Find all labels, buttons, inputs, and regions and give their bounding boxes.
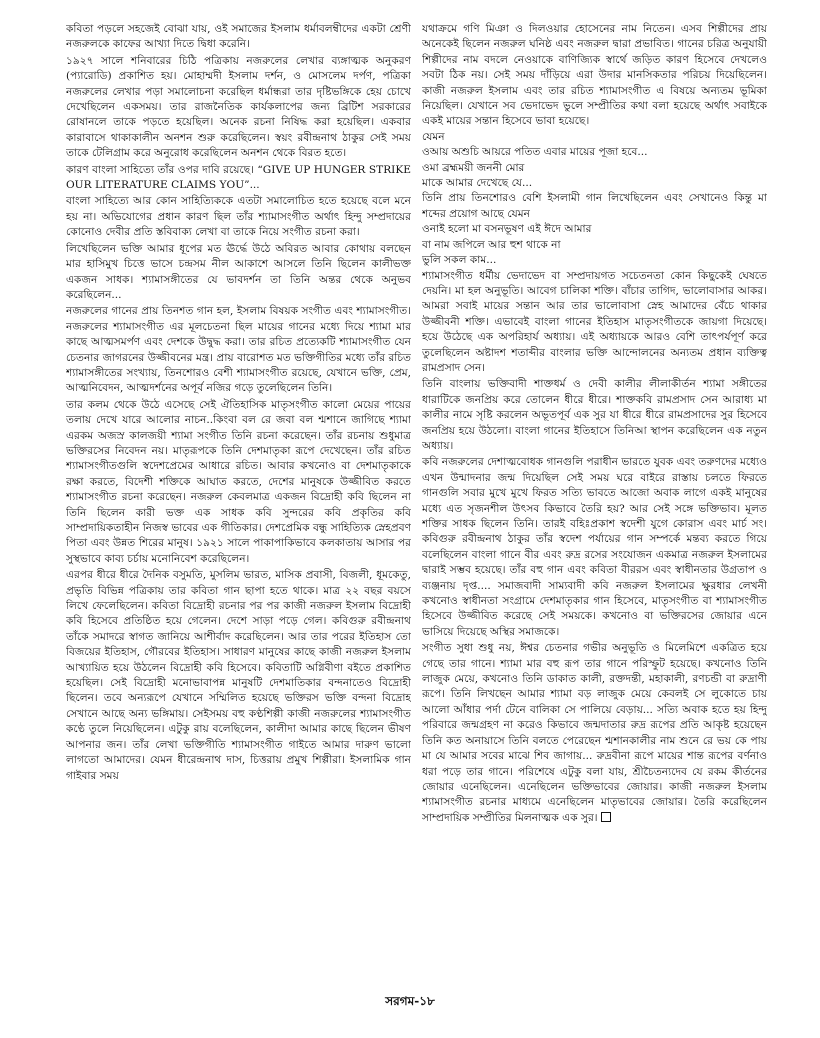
paragraph: লিখেছিলেন ভক্তি আমার ধূপের মত ঊর্দ্ধে উঠে অবিরত আবার কোথায় বলছেন মার হাসিমুখ চিত্তে ভাসে চন্দ্রসম নীল আকাশে আসলে তিনি ছিলেন কালীভক্ত একজন সাধক। শ্যামাসঙ্গীতের যে ভাবদর্শন তা তিনি অন্তর থেকে অনুভব করেছিলেন... xyxy=(66,242,411,301)
left-column xyxy=(66,22,411,952)
paragraph: কবিতা পড়লে সহজেই বোঝা যায়, ওই সমাজের ইসলাম ধর্মাবলম্বীদের একটা শ্রেণী নজরুলকে কাফের আখ্যা দিতে দ্বিধা করেনি। xyxy=(66,23,411,51)
right-column xyxy=(422,22,767,952)
paragraph xyxy=(422,641,767,826)
page-number: সরগম-১৮ xyxy=(385,994,435,1008)
paragraph: ১৯২৭ সালে শনিবারের চিঠি পত্রিকায় নজরুলের লেখার ব্যঙ্গাত্মক অনুকরণ (প্যারোডি) প্রকাশিত হয়। মোহাম্মদী ইসলাম দর্শন, ও মোসলেম দর্পণ, পত্রিকা নজরুলের লেখার পড়া সমালোচনা করেছিল ধর্মান্ধরা তার দৃষ্টিভঙ্গিকে হেয় চোখে দেখেছিলেন একসময়। তার রাজনৈতিক কার্যকলাপের জন্য ব্রিটিশ সরকারের রোষানলে তাকে পড়তে হয়েছিল। অনেক রচনা নিষিদ্ধ করা হয়েছিল। একবার কারাবাসে থাকাকালীন অনশন শুরু করেছিলেন। স্বয়ং রবীন্দ্রনাথ ঠাকুর সেই সময় তাকে টেলিগ্রাম করে অনুরোধ করেছিলেন অনশন থেকে বিরত হতে। xyxy=(66,54,411,160)
paragraph: নজরুলের গানের প্রায় তিনশত গান হল, ইসলাম বিষয়ক সংগীত এবং শ্যামাসংগীত। নজরুলের শ্যামাসংগীত এর মূলচেতনা ছিল মায়ের গানের মধ্যে দিয়ে শ্যামা মার কাছে আত্মসমর্পণ এবং দেশকে উদ্বুদ্ধ করা। তার রচিত প্রত্যেকটি শ্যামাসংগীত যেন চেতনার জাগরনের উজ্জীবনের মন্ত্র। প্রায় বারোশত মত ভক্তিগীতির মধ্যে তাঁর রচিত শ্যামাসঙ্গীতের সংখ্যায়, তিনশোরও বেশী শ্যামাসংগীত রয়েছে, যেখানে ভক্তি, প্রেম, আত্মনিবেদন, আত্মদর্শনের অপূর্ব নজির গড়ে তুলেছিলেন তিনি। xyxy=(66,305,411,395)
paragraph: বাংলা সাহিত্যে আর কোন সাহিত্যিককে এতটা সমালোচিত হতে হয়েছে বলে মনে হয় না। অভিযোগের প্রধান কারণ ছিল তাঁর শ্যামাসংগীত অর্থাৎ হিন্দু সম্প্রদায়ের কোনোও দেবীর প্রতি স্তবিবাক্য লেখা বা তাকে নিয়ে সংগীত রচনা করা। xyxy=(66,195,411,239)
song-line: যেমন xyxy=(422,130,445,143)
song-line: ওনাই হলো মা বসনভূষণ এই ঈদে আমার xyxy=(422,223,592,236)
song-quote-block xyxy=(422,130,767,192)
paragraph: কবি নজরুলের দেশাত্মবোধক গানগুলি পরাধীন ভারতে যুবক এবং তরুণদের মধ্যেও এখন উন্মাদনার জন্ম দিয়েছিল সেই সময় ঘরে বাইরে রাস্তায় চলতে ফিরতে গানগুলি সবার মুখে মুখে ফিরত সত্যি ভাবতে আজো অবাক লাগে একই মানুষের মধ্যে এত সৃজনশীল উৎসব কিভাবে তৈরি হয়? আর সেই সঙ্গে ভক্তিভাব। মূলত শক্তির সাধক ছিলেন তিনি। তারই বহিঃপ্রকাশ স্বদেশী যুগে কোরাস এবং মার্চ সং। কবিগুরু রবীন্দ্রনাথ ঠাকুর তাঁর স্বদেশ পর্যায়ের গান সম্পর্কে মন্তব্য করতে গিয়ে বলেছিলেন বাংলা গানে বীর এবং রুদ্র রসের সংযোজন একমাত্র নজরুল ইসলামের দ্বারাই সম্ভব হয়েছে। তাঁর বহু গান এবং কবিতা বীররস এবং স্বাধীনতার উগ্রতাপ ও ব্যঞ্জনায় দৃপ্ত.... সমাজবাদী সাম্যবাদী কবি নজরুল ইসলামের ক্ষুরধার লেখনী কখনোও স্বাধীনতা সংগ্রামে দেশমাতৃকার গান হিসেবে, মাতৃসংগীত বা শ্যামাসংগীত হিসেবে উজ্জীবিত করেছে সেই সময়কে। কখনোও বা ভক্তিরসের জোয়ার এনে ভাসিয়ে দিয়েছে অস্থির সমাজকে। xyxy=(422,456,767,638)
song-line: মাকে আমার দেখেছে যে... xyxy=(422,177,533,190)
paragraph: কারণ বাংলা সাহিত্যে তাঁর ওপর দাবি রয়েছে। “GIVE UP HUNGER STRIKE OUR LITERATURE CLAIMS YOU”... xyxy=(66,163,411,192)
paragraph: তিনি বাংলায় ভক্তিবাদী শাক্তধর্ম ও দেবী কালীর লীলাকীর্তন শ্যামা সঙ্গীতের ধারাটিকে জনপ্রিয় করে তোলেন ধীরে ধীরে। শাক্তকবি রামপ্রসাদ সেন আরাধ্য মা কালীর নামে সৃষ্টি করলেন অভূতপূর্ব এক সুর যা ধীরে ধীরে রামপ্রসাদের সুর হিসেবে জনপ্রিয় হয়ে উঠলো। বাংলা গানের ইতিহাসে তিনিআ স্থাপন করেছিলেন এক নতুন অধ্যায়। xyxy=(422,378,767,452)
song-quote-block xyxy=(422,222,767,268)
song-line: বা নাম জপিলে আর হুশ থাকে না xyxy=(422,238,561,251)
paragraph: শ্যামাসংগীত ধর্মীয় ভেদাভেদ বা সম্প্রদায়গত সচেতনতা কোন কিছুকেই ঘেষতে দেয়নি। মা হল অনুভূতি। আবেগ চালিকা শক্তি। বাঁচার তাগিদ, ভালোবাসার আকর। আমরা সবাই মায়ের সন্তান আর তার ভালোবাসা স্নেহ আমাদের বেঁচে থাকার উজ্জীবনী শক্তি। এভাবেই বাংলা গানের ইতিহাস মাতৃসংগীতকে জায়গা দিয়েছে। হয়ে উঠেছে এক অপরিহার্য অধ্যায়। এই অধ্যায়কে আরও বেশি তাৎপর্যপূর্ণ করে তুলেছিলেন অষ্টাদশ শতাব্দীর বাংলার ভক্তি আন্দোলনের অন্যতম প্রধান ব্যক্তিত্ব রামপ্রসাদ সেন। xyxy=(422,269,767,374)
song-line: ভুলি সকল কাম... xyxy=(422,254,497,267)
paragraph: এরপর ধীরে ধীরে দৈনিক বসুমতি, মুসলিম ভারত, মাসিক প্রবাসী, বিজলী, ধূমকেতু, প্রভৃতি বিভিন্ন পত্রিকায় তার কবিতা গান ছাপা হতে থাকে। মাত্র ২২ বছর বয়সে লিখে ফেলেছিলেন। কবিতা বিদ্রোহী রচনার পর পর কাজী নজরুল ইসলাম বিদ্রোহী কবি হিসেবে প্রতিষ্ঠিত হয়ে গেলেন। দেশে সাড়া পড়ে গেল। কবিগুরু রবীন্দ্রনাথ তাঁকে সমাদরে স্বাগত জানিয়ে আশীর্বাদ করেছিলেন। আর তার পরের ইতিহাস তো বিজয়ের ইতিহাস, গৌরবের ইতিহাস। সাধারণ মানুষের কাছে কাজী নজরুল ইসলাম আখ্যায়িত হয়ে উঠলেন বিদ্রোহী কবি হিসেবে। কবিতাটি অগ্নিবীণা বইতে প্রকাশিত হয়েছিল। সেই বিদ্রোহী মনোভাবাপন্ন মানুষটি দেশমাতিকার বন্দনাতেও বিদ্রোহী ছিলেন। তবে অন্যরূপে যেখানে সম্মিলিত হয়েছে ভক্তিরস ভক্তি বন্দনা বিদ্রোহ সেখানে আছে অন্য ভঙ্গিমায়। সেইসময় বহু কণ্ঠশিল্পী কাজী নজরুলের শ্যামাসংগীত কণ্ঠে তুলে নিয়েছিলেন। এটুকু রায় বলেছিলেন, কালীদা আমার কাছে ছিলেন ভীষণ আপনার জন। তাঁর লেখা ভক্তিগীতি শ্যামাসংগীত গাইতে আমার দারুণ ভালো লাগতো আমাদের। যেমন ধীরেন্দ্রনাথ দাস, চিত্তরায় প্রমুখ শিল্পীরা। ইসলামিক গান গাইবার সময় xyxy=(66,569,411,782)
song-line: ওআয় অশুচি আয়রে পতিত এবার মায়ের পূজা হবে... xyxy=(422,146,648,159)
paragraph-text: সংগীত সুধা শুধু নয়, ঈশ্বর চেতনার গভীর অনুভূতি ও মিলেমিশে একত্রিত হয়ে গেছে তার গানে। শ্যামা মার বহু রূপ তার গানে পরিস্ফুট হয়েছে। কখনোও তিনি লাজুক মেয়ে, কখনোও তিনি ডাকাত কালী, রক্তদন্তী, মহাকালী, রণচন্ডী বা রুদ্রাণী রূপে। তিনি লিখছেন আমার শ্যামা বড় লাজুক মেয়ে কেবলই সে লুকোতে চায় আলো আঁধার পর্দা টেনে বালিকা সে পালিয়ে বেড়ায়... সত্যি অবাক হতে হয় হিন্দু পরিবারে জন্মগ্রহণ না করেও কিভাবে জন্মদাতার রুদ্র রূপের প্রতি আকৃষ্ট হয়েছেন তিনি কত অনায়াসে তিনি বলতে পেরেছেন শ্মশানকালীর নাম শুনে রে ভয় কে পায় মা যে আমার সবের মাঝে শিব জাগায়... রুদ্রবীনা রূপে মায়ের শান্ত রূপের বর্ণনাও ধরা পড়ে তার গানে। পরিশেষে এটুকু বলা যায়, শ্রীচৈতন্যদেব যে রকম কীর্তনের জোয়ার এনেছিলেন। এনেছিলেন ভক্তিভাবের জোয়ার। কাজী নজরুল ইসলাম শ্যামাসংগীত রচনার মাধ্যমে এনেছিলেন মাতৃভাবের জোয়ার। তৈরি করেছিলেন সাম্প্রদায়িক সম্প্রীতির মিলনাত্মক এক সুর। xyxy=(422,642,767,824)
song-line: ওমা ব্রহ্মময়ী জননী মোর xyxy=(422,161,525,174)
paragraph: যথাক্রমে গণি মিঞা ও দিলওয়ার হোসেনের নাম নিতেন। এসব শিল্পীদের প্রায় অনেকেই ছিলেন নজরুল ঘনিষ্ঠ এবং নজরুল দ্বারা প্রভাবিত। গানের চরিত্র অনুযায়ী শিল্পীদের নাম বদলে নেওয়াকে বাণিজ্যিক স্বার্থে জড়িত কারণ হিসেবে দেখলেও সবটা ঠিক নয়। সেই সময় দাঁড়িয়ে এরা উদার মানসিকতার পরিচয় দিয়েছিলেন। কাজী নজরুল ইসলাম এবং তার রচিত শ্যামাসংগীত এ বিষয়ে অন্যতম ভূমিকা নিয়েছিল। যেখানে সব ভেদাভেদ ভুলে সম্প্রীতির কথা বলা হয়েছে অর্থাৎ সবাইকে একই মায়ের সন্তান হিসেবে ভাবা হয়েছে। xyxy=(422,23,767,128)
end-square-icon xyxy=(601,812,611,822)
paragraph: তার কলম থেকে উঠে এসেছে সেই ঐতিহাসিক মাতৃসংগীত কালো মেয়ের পায়ের তলায় দেখে যারে আলোর নাচন..কিংবা বল রে জবা বল শ্মশানে জাগিছে শ্যামা এরকম অজস্র কালজয়ী শ্যামা সংগীত তিনি রচনা করেছেন। তাঁর রচনায় শুধুমাত্র ভক্তিরসের নিবেদন নয়। মাতৃরূপকে তিনি দেশমাতৃকা রূপে দেখেছেন। তাঁর রচিত শ্যামাসংগীতগুলি স্বদেশপ্রেমের আধারে রচিত। আবার কখনোও বা দেশমাতৃকাকে রক্ষা করতে, বিদেশী শক্তিকে আঘাত করতে, দেশের মানুষকে উজ্জীবিত করতে শ্যামাসংগীত রচনা করেছেন। নজরুল কেবলমাত্র একজন বিদ্রোহী কবি ছিলেন না তিনি ছিলেন কারী ভক্ত এক সাধক কবি সুন্দরের কবি প্রকৃতির কবি সাম্প্রদায়িকতাহীন নিজস্ব ভাবের এক গীতিকার। দেশপ্রেমিক বন্ধু সাহিত্যিক স্নেহপ্রবণ পিতা এবং উন্নত শিরের মানুষ। ১৯২১ সালে পাকাপাকিভাবে কলকাতায় আসার পর সুস্থভাবে কাব্য চর্চায় মনোনিবেশ করেছিলেন। xyxy=(66,398,411,565)
paragraph: তিনি প্রায় তিনশোরও বেশি ইসলামী গান লিখেছিলেন এবং সেখানেও কিন্তু মা শব্দের প্রয়োগ আছে যেমন xyxy=(422,192,767,220)
